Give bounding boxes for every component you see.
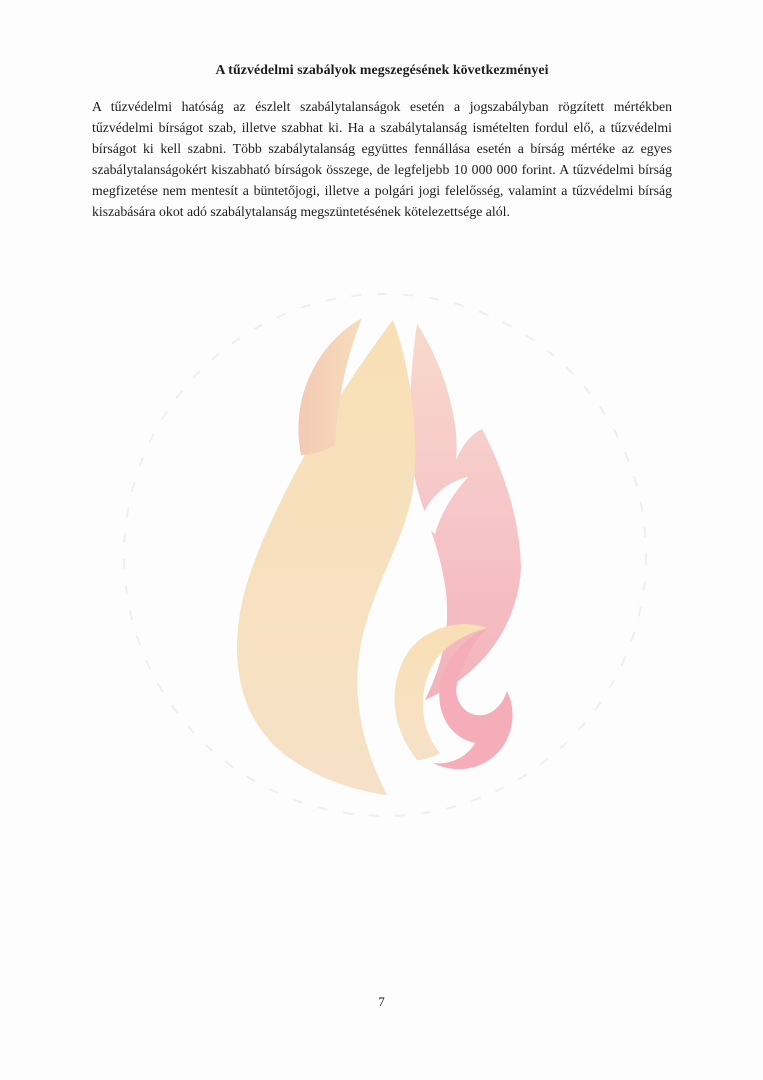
body-paragraph: A tűzvédelmi hatóság az észlelt szabálytalanságok esetén a jogszabályban rögzített mértékben tűzvédelmi bírságot szab, illetve szabhat ki. Ha a szabálytalanság ismételten fordul elő, a tűzvédelmi bírságot ki kell szabni. Több szabálytalanság együttes fennállása esetén a bírság mértéke az egyes szabálytalanságokért kiszabható bírságok összege, de legfeljebb 10 000 000 forint. A tűzvédelmi bírság megfizetése nem mentesít a büntetőjogi, illetve a polgári jogi felelősség, valamint a tűzvédelmi bírság kiszabására okot adó szabálytalanság megszüntetésének kötelezettsége alól. <box>92 99 672 219</box>
page-title: A tűzvédelmi szabályok megszegésének következményei <box>215 62 549 77</box>
small-flame-pink-crescent <box>433 628 513 769</box>
small-flame-cream-crescent <box>395 624 487 760</box>
watermark-circle-outline <box>124 294 646 816</box>
page-number: 7 <box>378 994 385 1009</box>
flame-cream-swoosh <box>237 320 415 795</box>
flame-white-notch <box>420 477 468 534</box>
flame-pink-body <box>410 324 521 700</box>
flame-leaf-tongue <box>298 318 362 455</box>
flame-watermark-icon <box>112 282 658 828</box>
